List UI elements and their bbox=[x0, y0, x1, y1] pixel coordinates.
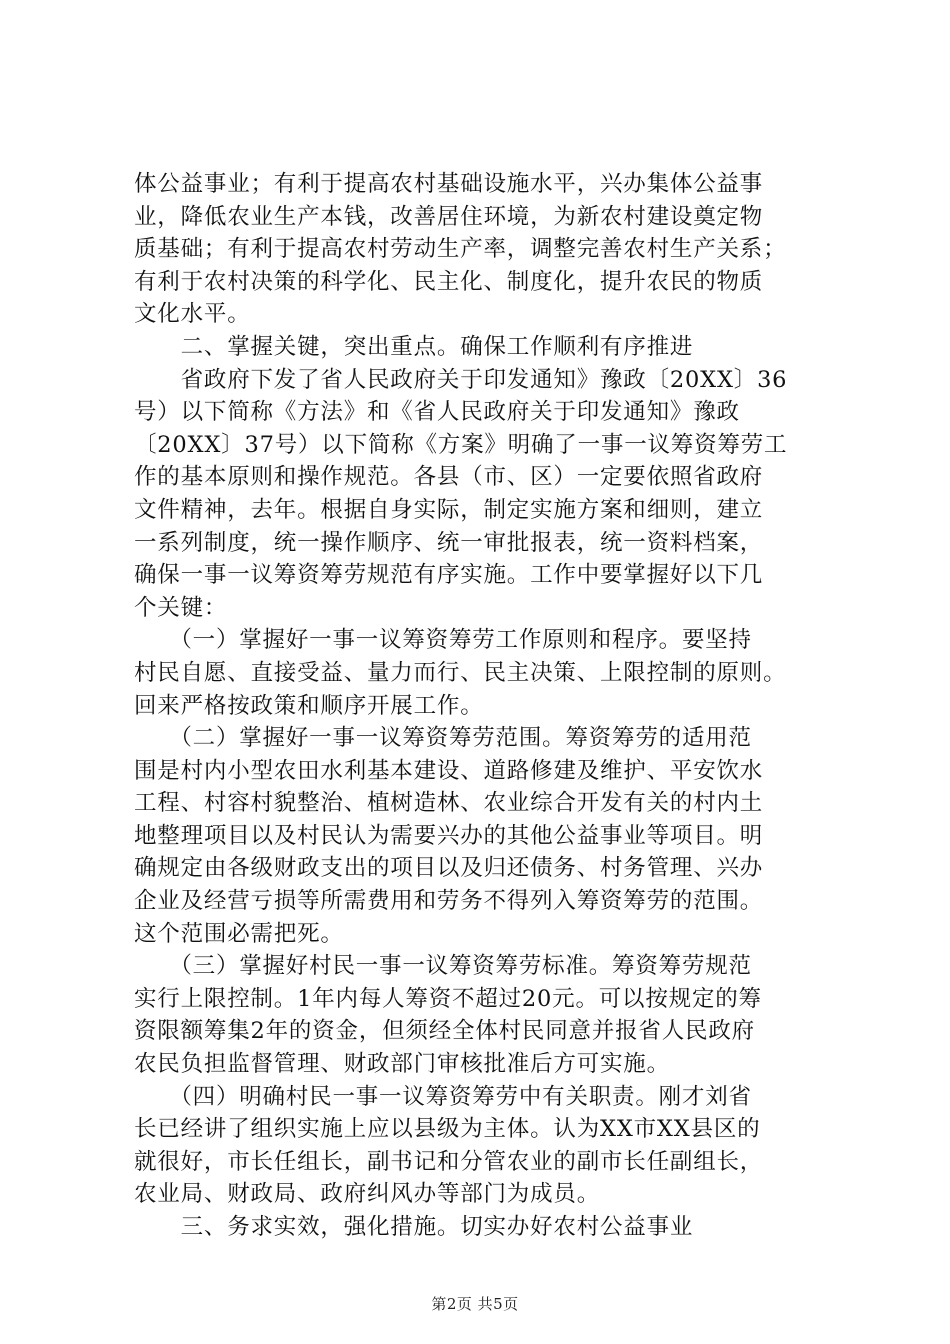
page-footer: 第2页 共5页 bbox=[431, 1295, 519, 1313]
text-line: 资限额筹集2年的资金，但须经全体村民同意并报省人民政府 bbox=[134, 1018, 755, 1045]
text-line: 农业局、财政局、政府纠风办等部门为成员。 bbox=[134, 1181, 601, 1208]
text-line: 三、务求实效，强化措施。切实办好农村公益事业 bbox=[134, 1214, 694, 1240]
text-line: 农民负担监督管理、财政部门审核批准后方可实施。 bbox=[134, 1051, 670, 1078]
text-line: （三）掌握好村民一事一议筹资筹劳标准。筹资筹劳规范 bbox=[134, 953, 752, 980]
text-line: 个关键： bbox=[134, 594, 228, 621]
text-line: 作的基本原则和操作规范。各县（市、区）一定要依照省政府 bbox=[134, 464, 764, 491]
text-line: 围是村内小型农田水利基本建设、道路修建及维护、平安饮水 bbox=[134, 757, 764, 784]
text-line: 确保一事一议筹资筹劳规范有序实施。工作中要掌握好以下几 bbox=[134, 562, 764, 589]
text-line: 工程、村容村貌整治、植树造林、农业综合开发有关的村内土 bbox=[134, 790, 764, 817]
text-line: 体公益事业；有利于提高农村基础设施水平，兴办集体公益事 bbox=[134, 171, 764, 197]
text-line: （二）掌握好一事一议筹资筹劳范围。筹资筹劳的适用范 bbox=[134, 725, 752, 752]
text-line: 确规定由各级财政支出的项目以及归还债务、村务管理、兴办 bbox=[134, 855, 764, 882]
text-line: 回来严格按政策和顺序开展工作。 bbox=[134, 692, 484, 719]
body-text bbox=[134, 168, 834, 1244]
text-line: 长已经讲了组织实施上应以县级为主体。认为XX市XX县区的 bbox=[134, 1116, 761, 1143]
text-line: 二、掌握关键，突出重点。确保工作顺利有序推进 bbox=[134, 333, 694, 360]
text-line: 一系列制度，统一操作顺序、统一审批报表，统一资料档案， bbox=[134, 529, 764, 556]
text-line: 文化水平。 bbox=[134, 301, 251, 328]
text-line: 业，降低农业生产本钱，改善居住环境，为新农村建设奠定物 bbox=[134, 203, 764, 230]
text-line: 质基础；有利于提高农村劳动生产率，调整完善农村生产关系； bbox=[134, 236, 787, 263]
text-line: （四）明确村民一事一议筹资筹劳中有关职责。刚才刘省 bbox=[134, 1083, 752, 1110]
text-line: 有利于农村决策的科学化、民主化、制度化，提升农民的物质 bbox=[134, 268, 764, 295]
text-line: 实行上限控制。1年内每人筹资不超过20元。可以按规定的筹 bbox=[134, 985, 762, 1012]
text-line: 地整理项目以及村民认为需要兴办的其他公益事业等项目。明 bbox=[134, 822, 764, 849]
text-line: 企业及经营亏损等所需费用和劳务不得列入筹资筹劳的范围。 bbox=[134, 888, 764, 915]
text-line: 〔20XX〕37号）以下简称《方案》明确了一事一议筹资筹劳工 bbox=[134, 431, 788, 458]
text-line: 号）以下简称《方法》和《省人民政府关于印发通知》豫政 bbox=[134, 399, 740, 426]
text-line: 村民自愿、直接受益、量力而行、民主决策、上限控制的原则。 bbox=[134, 659, 787, 686]
text-line: 文件精神，去年。根据自身实际，制定实施方案和细则，建立 bbox=[134, 496, 764, 523]
text-line: 这个范围必需把死。 bbox=[134, 920, 344, 947]
text-line: 就很好，市长任组长，副书记和分管农业的副市长任副组长， bbox=[134, 1148, 764, 1175]
text-line: 省政府下发了省人民政府关于印发通知》豫政〔20XX〕36 bbox=[134, 366, 788, 393]
text-line: （一）掌握好一事一议筹资筹劳工作原则和程序。要坚持 bbox=[134, 627, 752, 654]
